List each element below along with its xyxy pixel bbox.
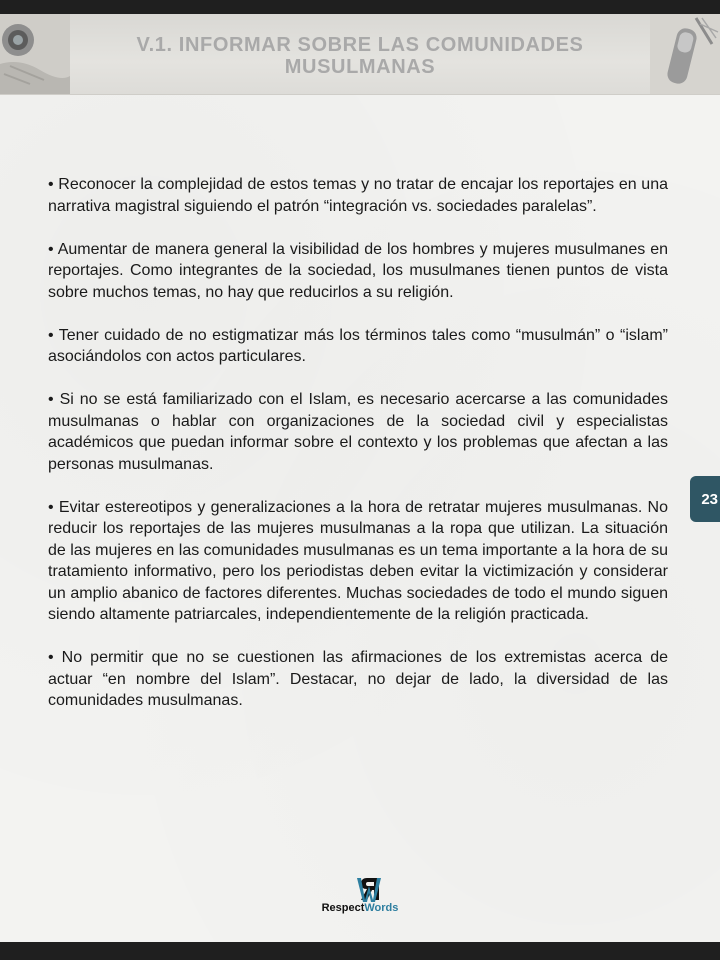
document-page xyxy=(0,14,720,942)
section-title-line2: MUSULMANAS xyxy=(284,56,436,78)
section-title xyxy=(80,34,640,78)
bullet-paragraph: • Evitar estereotipos y generalizaciones a la hora de retratar mujeres musulmanas. No reducir los reportajes de las mujeres musulmanas a la ropa que utilizan. La situación de las mujeres en las comunidades musulmanas es un tema importante a la hora de su tratamiento informativo, pero los periodistas deben evitar la victimización y considerar un amplio abanico de factores diferentes. Muchas sociedades de todo el mundo siguen siendo altamente patriarcales, independientemente de la religión practicada. xyxy=(48,498,668,623)
bullet-paragraph: • Tener cuidado de no estigmatizar más los términos tales como “musulmán” o “islam” asociándolos con actos particulares. xyxy=(48,326,668,365)
logo-text-respect: Respect xyxy=(321,902,365,914)
page-number: 23 xyxy=(701,490,718,508)
body-text xyxy=(48,174,668,733)
bullet-paragraph: • Si no se está familiarizado con el Islam, es necesario acercarse a las comunidades musulmanas o hablar con organizaciones de la sociedad civil y especialistas académicos que puedan informar sobre el contexto y los problemas que afectan a las personas musulmanas. xyxy=(48,391,668,473)
camera-lens-decoration-icon xyxy=(0,14,70,94)
page-header xyxy=(0,14,720,95)
page-number-tab xyxy=(690,476,720,522)
bullet-paragraph: • Aumentar de manera general la visibilidad de los hombres y mujeres musulmanes en reportajes. Como integrantes de la sociedad, los musulmanes tienen puntos de vista sobre muchos temas, no hay que reducirlos a su religión. xyxy=(48,240,668,301)
respectwords-logo xyxy=(310,876,410,926)
bullet-paragraph: • No permitir que no se cuestionen las afirmaciones de los extremistas acerca de actuar “en nombre del Islam”. Destacar, no dejar de lado, la diversidad de las comunidades musulmanas. xyxy=(48,649,668,709)
microphone-decoration-icon xyxy=(650,14,720,94)
rw-logo-icon xyxy=(337,876,383,902)
bottom-frame-bar xyxy=(0,942,720,960)
section-title-line1: V.1. INFORMAR SOBRE LAS COMUNIDADES xyxy=(136,34,584,56)
logo-text-words: Words xyxy=(364,902,399,914)
logo-wordmark xyxy=(310,902,410,914)
bullet-paragraph: • Reconocer la complejidad de estos temas y no tratar de encajar los reportajes en una narrativa magistral siguiendo el patrón “integración vs. sociedades paralelas”. xyxy=(48,176,668,215)
top-frame-bar xyxy=(0,0,720,14)
